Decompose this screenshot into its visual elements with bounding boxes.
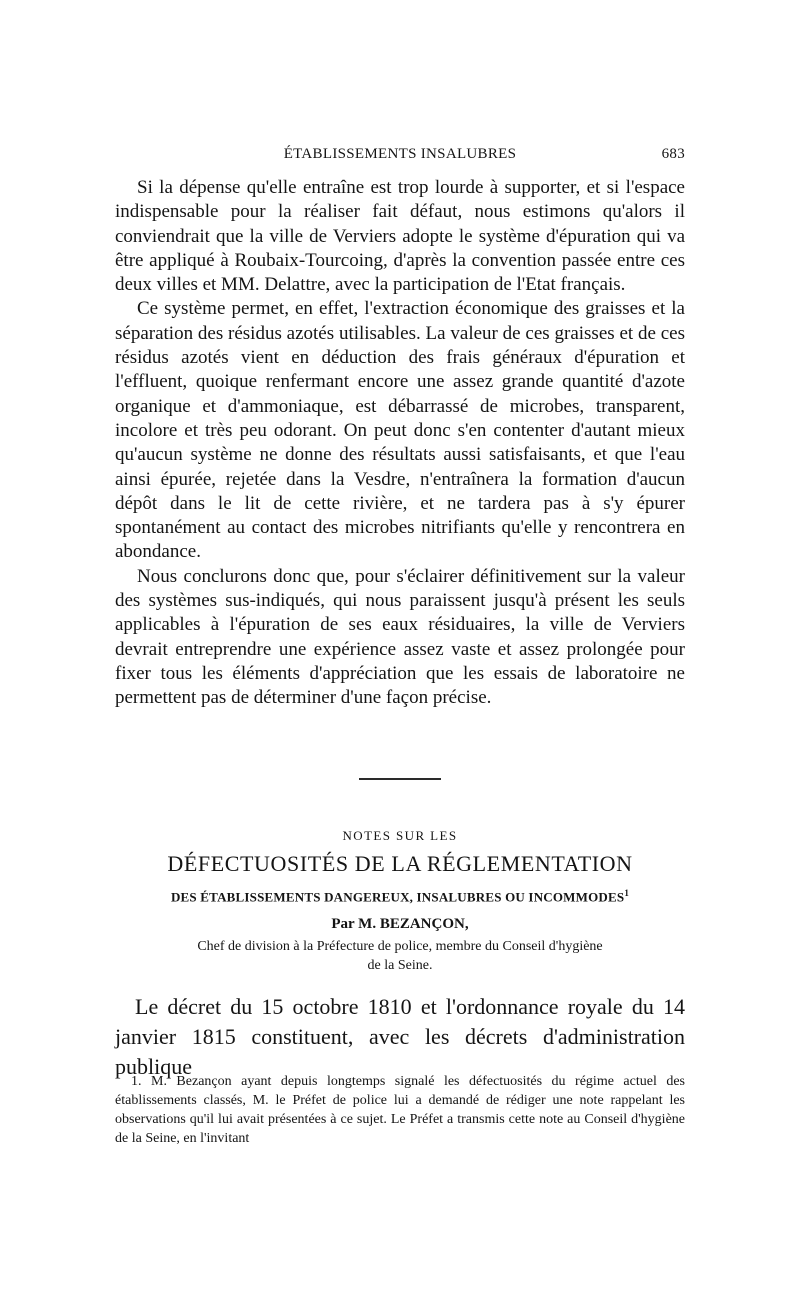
footnote xyxy=(115,1072,685,1148)
body-text xyxy=(115,176,685,711)
affiliation-line-2: de la Seine. xyxy=(367,958,433,973)
affiliation-line-1: Chef de division à la Préfecture de police, membre du Conseil d'hygiène xyxy=(197,939,603,954)
body-paragraph-2: Ce système permet, en effet, l'extraction économique des graisses et la séparation des résidus azotés utilisables. La valeur de ces graisses et de ces résidus azotés vient en déduction des frais généraux d'épuration et l'effluent, quoique renfermant encore une assez grande quantité d'azote organique et d'ammoniaque, est débarrassé de microbes, transparent, incolore et très peu odorant. On peut donc s'en contenter d'autant mieux qu'aucun système ne donne des résultats aussi satisfaisants, et que l'eau ainsi épurée, rejetée dans la Vesdre, n'entraînera la formation d'aucun dépôt dans le lit de cette rivière, et ne tardera pas à s'y épurer spontanément au contact des microbes nitrifiants qu'elle y rencontrera en abondance. xyxy=(115,298,685,563)
body-paragraph-3: Nous conclurons donc que, pour s'éclairer définitivement sur la valeur des systèmes sus-indiqués, qui nous paraissent jusqu'à présent les seuls applicables à l'épuration de ses eaux résiduaires, la ville de Verviers devrait entreprendre une expérience assez vaste et assez prolongée pour fixer tous les éléments d'appréciation que les essais de laboratoire ne permettent pas de déterminer d'une façon précise. xyxy=(115,565,685,709)
footnote-marker: 1 xyxy=(624,888,630,898)
article-opening-paragraph: Le décret du 15 octobre 1810 et l'ordonnance royale du 14 janvier 1815 constituent, avec les décrets d'administration publique xyxy=(115,994,685,1079)
author-line: Par M. BEZANÇON, xyxy=(331,916,469,932)
article-subtitle-text: DES ÉTABLISSEMENTS DANGEREUX, INSALUBRES OU INCOMMODES xyxy=(170,889,625,905)
running-title: ÉTABLISSEMENTS INSALUBRES xyxy=(283,146,517,162)
article-body xyxy=(115,992,685,1082)
footnote-text: 1. M. Bezançon ayant depuis longtemps signalé les défectuosités du régime actuel des établissements classés, M. le Préfet de police lui a demandé de rédiger une note rappelant les observations qu'il lui avait présentées à ce sujet. Le Préfet a transmis cette note au Conseil d'hygiène de la Seine, en l'invitant xyxy=(115,1074,685,1146)
page-number: 683 xyxy=(661,146,685,162)
section-divider xyxy=(359,778,441,780)
author-affiliation xyxy=(0,937,800,975)
body-paragraph-1: Si la dépense qu'elle entraîne est trop lourde à supporter, et si l'espace indispensable pour la réaliser fait défaut, nous estimons qu'alors il conviendrait que la ville de Verviers adopte le système d'épuration qui va être appliqué à Roubaix-Tourcoing, d'après la convention passée entre ces deux villes et MM. Delattre, avec la participation de l'Etat français. xyxy=(115,177,685,296)
article-title: DÉFECTUOSITÉS DE LA RÉGLEMENTATION xyxy=(167,851,633,876)
running-header xyxy=(115,146,685,168)
article-subtitle xyxy=(0,888,800,905)
notes-heading: NOTES SUR LES xyxy=(342,828,458,843)
